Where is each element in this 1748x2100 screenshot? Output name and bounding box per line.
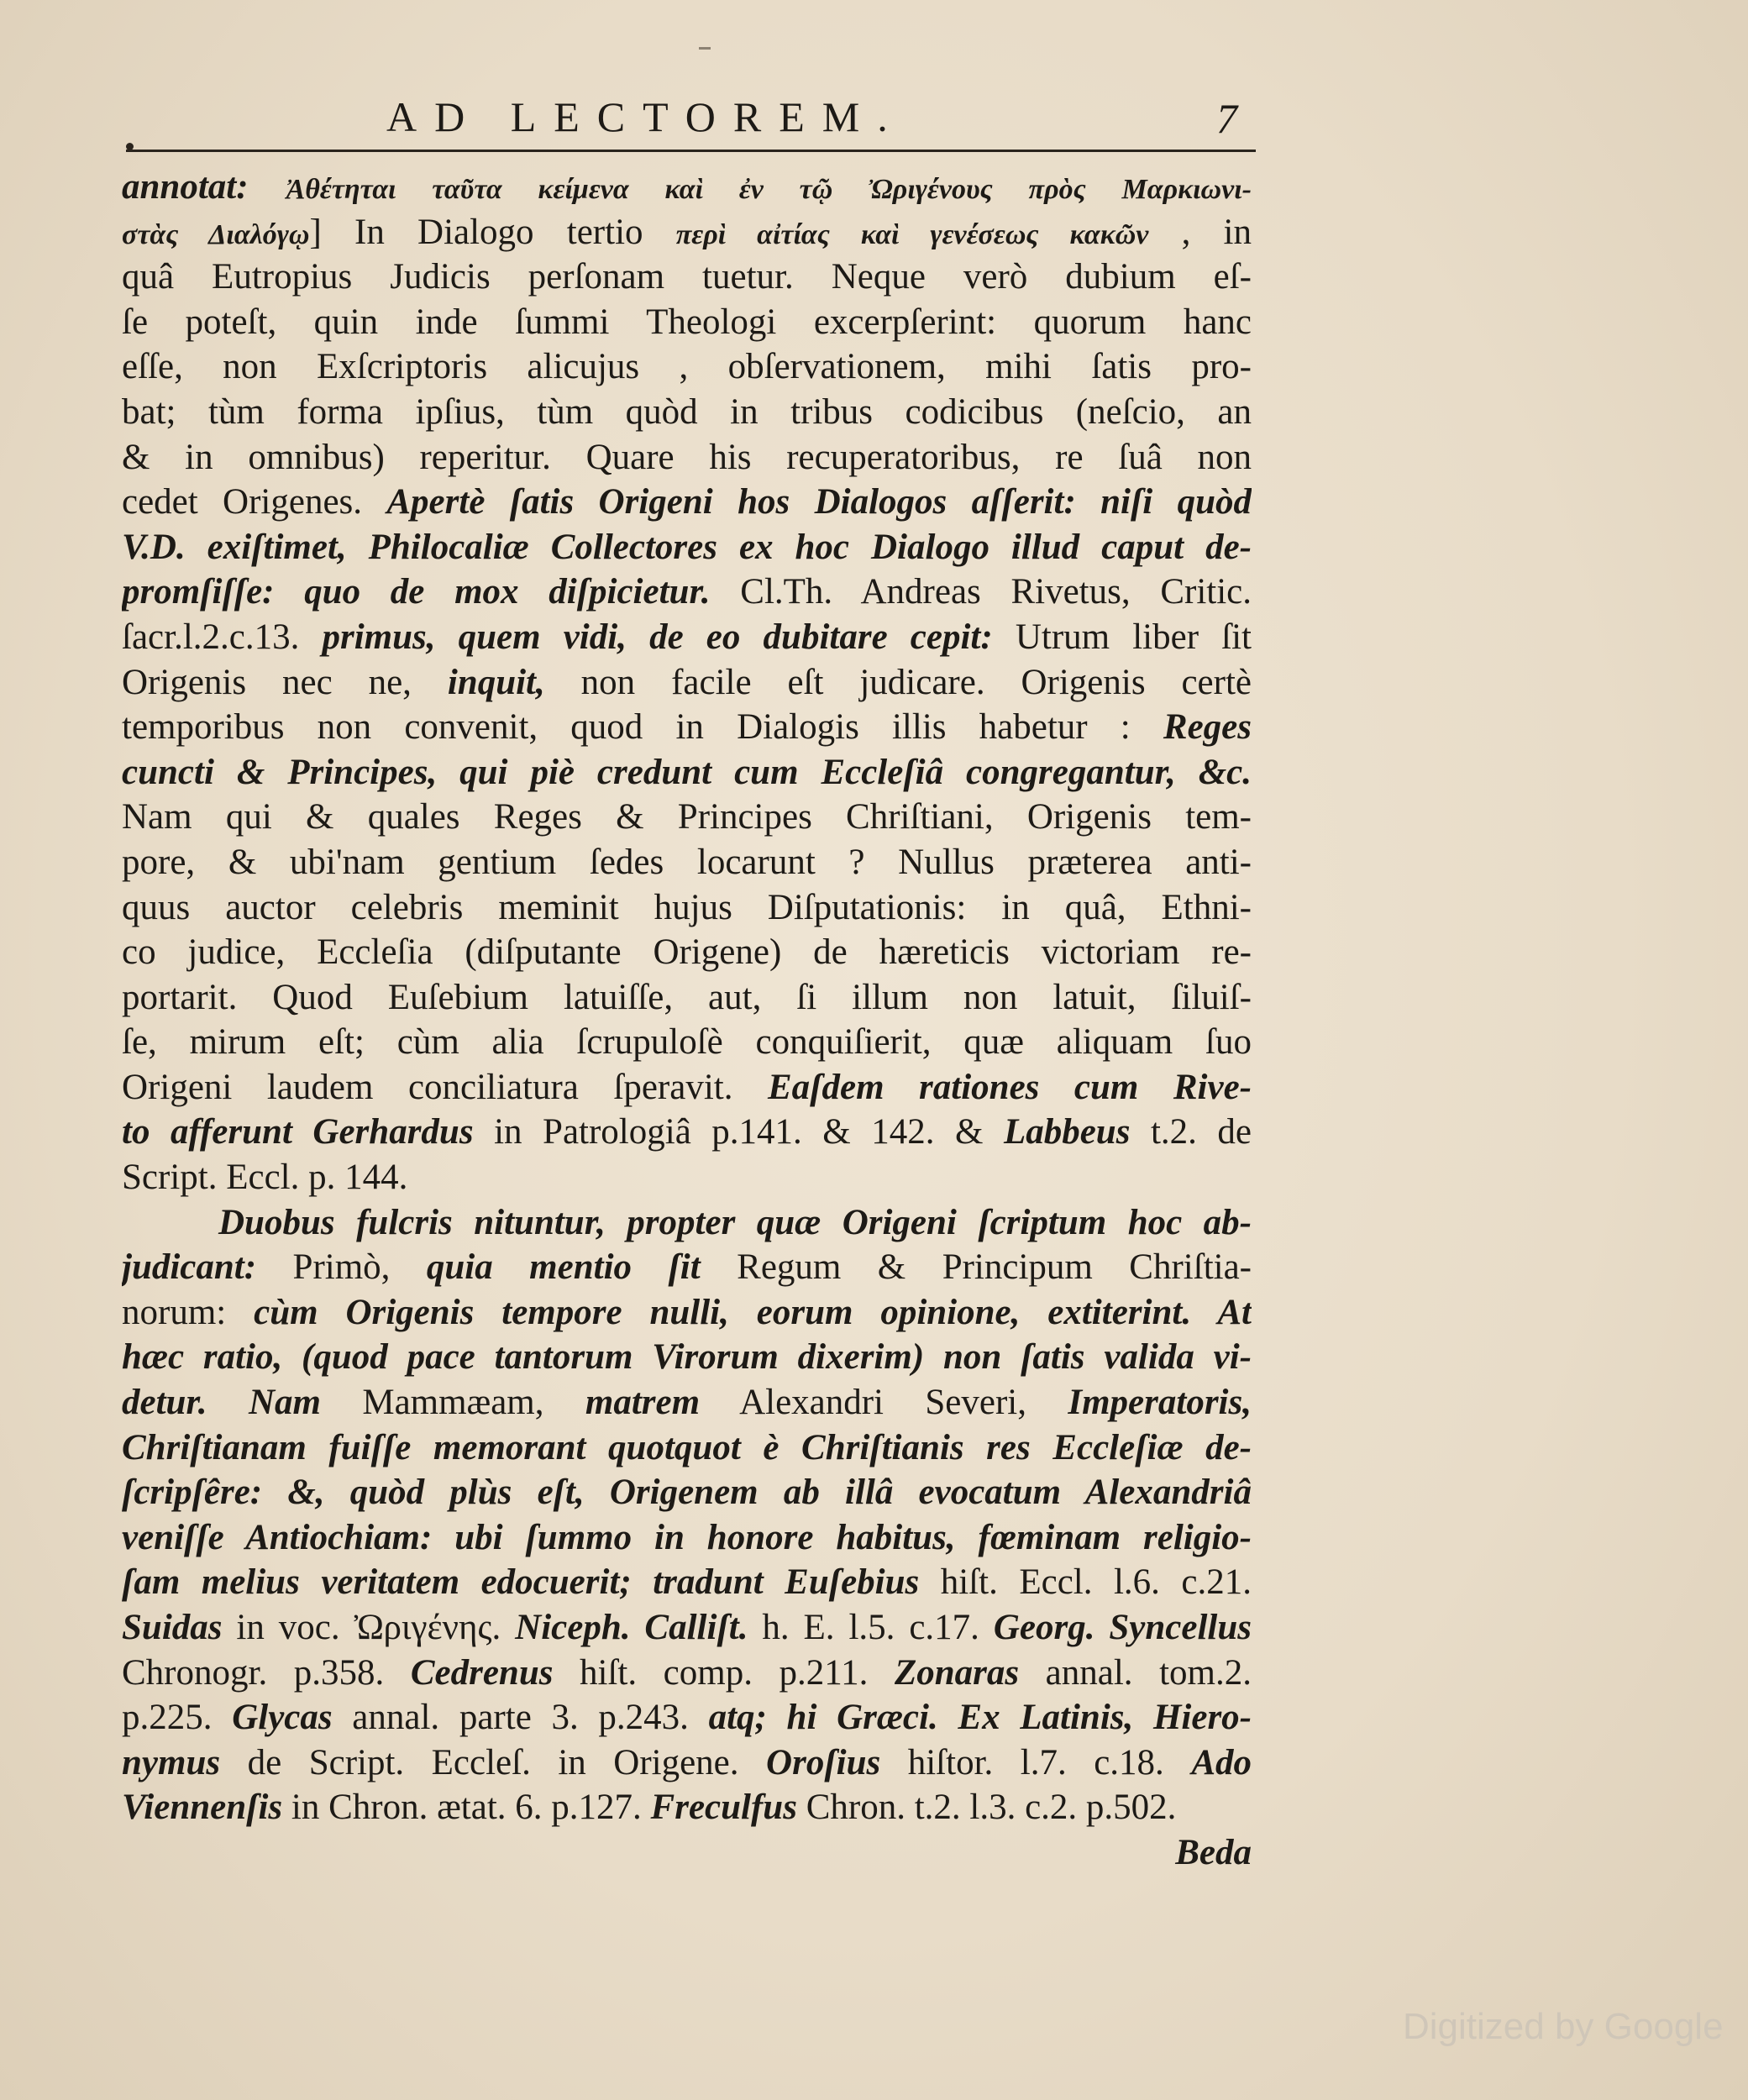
- italic-text: quia mentio ſit: [426, 1247, 701, 1288]
- roman-text: pore, & ubi'nam gentium ſedes locarunt ? Nullus præterea anti-: [122, 842, 1252, 882]
- italic-text: Ado: [1191, 1742, 1252, 1782]
- roman-text: Alexandri Severi,: [700, 1383, 1068, 1423]
- roman-text: ] In Dialogo tertio: [309, 212, 676, 252]
- roman-text: Nam qui & quales Reges & Principes Chriſtiani, Origenis tem-: [122, 797, 1252, 837]
- text-line: [122, 750, 1252, 795]
- text-line: [122, 1830, 1252, 1876]
- italic-text: promſiſſe: quo de mox diſpicietur.: [122, 572, 711, 612]
- roman-text: hiſt. Eccl. l.6. c.21.: [919, 1562, 1252, 1603]
- roman-text: & in omnibus) reperitur. Quare his recuperatoribus, re ſuâ non: [122, 437, 1252, 477]
- roman-text: hiſtor. l.7. c.18.: [880, 1742, 1192, 1782]
- italic-text: Reges: [1163, 707, 1252, 748]
- roman-text: in Chron. ætat. 6. p.127.: [282, 1788, 651, 1828]
- text-line: [122, 1200, 1252, 1246]
- text-line: [122, 480, 1252, 525]
- roman-text: de Script. Eccleſ. in Origene.: [220, 1742, 767, 1782]
- italic-text: Glycas: [232, 1698, 333, 1738]
- digitization-watermark: Digitized by Google: [1403, 2006, 1724, 2047]
- roman-text: Origenis nec ne,: [122, 662, 448, 702]
- italic-text: nymus: [122, 1742, 221, 1782]
- text-line: [122, 344, 1252, 390]
- roman-text: ſacr.l.2.c.13.: [122, 617, 323, 657]
- text-line: [122, 1651, 1252, 1696]
- text-line: [122, 885, 1252, 931]
- text-line: [122, 1785, 1252, 1830]
- text-line: [122, 840, 1252, 885]
- header-rule: [126, 150, 1256, 152]
- italic-text: primus, quem vidi, de eo dubitare cepit:: [322, 617, 993, 657]
- italic-text: annotat:: [122, 167, 286, 207]
- italic-text: Suidas: [122, 1608, 223, 1647]
- italic-text: Eaſdem rationes cum Rive-: [768, 1067, 1252, 1107]
- roman-text: non facile eſt judicare. Origenis certè: [544, 662, 1252, 702]
- text-line: [122, 1380, 1252, 1425]
- italic-text: Niceph. Calliſt.: [515, 1608, 748, 1647]
- roman-text: portarit. Quod Euſebium latuiſſe, aut, ſi illum non latuit, ſiluiſ-: [122, 977, 1252, 1017]
- italic-text: tradunt Euſebius: [653, 1562, 920, 1603]
- italic-text: Chriſtianam fuiſſe memorant quotquot è Chriſtianis res Eccleſiæ de-: [122, 1427, 1252, 1467]
- text-line: [122, 570, 1252, 615]
- text-line: [122, 1605, 1252, 1651]
- text-line: [122, 1470, 1252, 1515]
- text-line: [122, 1245, 1252, 1290]
- text-line: [122, 255, 1252, 300]
- roman-text: bat; tùm forma ipſius, tùm quòd in tribus codicibus (neſcio, an: [122, 391, 1252, 432]
- text-line: [122, 210, 1252, 255]
- italic-text: cùm Origenis tempore nulli, eorum opinione, extiterint. At: [254, 1292, 1252, 1332]
- roman-text: Script. Eccl. p. 144.: [122, 1158, 408, 1198]
- italic-text: Duobus fulcris nituntur, propter quæ Origeni ſcriptum hoc ab-: [218, 1202, 1252, 1242]
- italic-text: matrem: [585, 1383, 701, 1423]
- printer-mark: [699, 47, 711, 50]
- roman-text: Chronogr. p.358.: [122, 1652, 411, 1693]
- text-line: [122, 435, 1252, 480]
- text-line: [122, 1695, 1252, 1740]
- roman-text: in Patrologiâ p.141. & 142. &: [473, 1112, 1004, 1152]
- italic-text: Georg. Syncellus: [993, 1608, 1252, 1647]
- italic-text: Freculfus: [650, 1788, 797, 1828]
- roman-text: temporibus non convenit, quod in Dialogis illis habetur :: [122, 707, 1163, 748]
- italic-text: judicant:: [122, 1247, 257, 1288]
- text-line: [122, 1020, 1252, 1065]
- italic-text: Beda: [1175, 1832, 1252, 1872]
- running-header-title: AD LECTOREM.: [386, 93, 905, 140]
- roman-text: h. E. l.5. c.17.: [748, 1608, 994, 1647]
- roman-text: eſſe, non Exſcriptoris alicujus , obſervationem, mihi ſatis pro-: [122, 347, 1252, 387]
- italic-text: inquit,: [447, 662, 545, 702]
- italic-text: Apertè ſatis Origeni hos Dialogos aſſerit: niſi quòd: [386, 482, 1252, 522]
- roman-text: annal. parte 3. p.243.: [332, 1698, 709, 1738]
- roman-text: annal. tom.2.: [1019, 1652, 1252, 1693]
- text-line: [122, 1740, 1252, 1786]
- roman-text: quâ Eutropius Judicis perſonam tuetur. Neque verò dubium eſ-: [122, 257, 1252, 297]
- roman-text: Cl.Th. Andreas Rivetus, Critic.: [710, 572, 1252, 612]
- greek-text: περὶ αἰτίας καὶ γενέσεως κακῶν: [675, 218, 1149, 250]
- italic-text: Zonaras: [894, 1652, 1020, 1693]
- text-line: [122, 1155, 1252, 1200]
- greek-text: Ἀθέτηται ταῦτα κείμενα καὶ ἐν τῷ Ὠριγένους πρὸς Μαρκιωνι-: [286, 174, 1252, 205]
- text-line: [122, 660, 1252, 706]
- italic-text: veniſſe Antiochiam: ubi ſummo in honore habitus, fœminam religio-: [122, 1517, 1252, 1557]
- text-line: [122, 1335, 1252, 1380]
- italic-text: Cedrenus: [410, 1652, 554, 1693]
- roman-text: t.2. de: [1130, 1112, 1252, 1152]
- roman-text: hiſt. comp. p.211.: [553, 1652, 895, 1693]
- text-line: [122, 975, 1252, 1021]
- italic-text: to afferunt Gerhardus: [122, 1112, 474, 1152]
- italic-text: cuncti & Principes, qui piè credunt cum Eccleſiâ congregantur, &c.: [122, 752, 1252, 792]
- italic-text: V.D. exiſtimet, Philocaliæ Collectores ex hoc Dialogo illud caput de-: [122, 527, 1252, 567]
- text-line: [122, 1110, 1252, 1155]
- body-text: [122, 165, 1252, 1876]
- greek-text: στὰς Διαλόγῳ: [122, 218, 310, 250]
- roman-text: , in: [1148, 212, 1252, 252]
- roman-text: in voc. Ὠριγένης.: [222, 1608, 516, 1647]
- italic-text: Viennenſis: [122, 1788, 283, 1828]
- text-line: [122, 165, 1252, 210]
- roman-text: [632, 1562, 654, 1602]
- roman-text: norum:: [122, 1292, 255, 1332]
- italic-text: ſcripſêre: &, quòd plùs eſt, Origenem ab illâ evocatum Alexandriâ: [122, 1473, 1252, 1513]
- text-line: [122, 1515, 1252, 1561]
- text-line: [122, 390, 1252, 435]
- text-line: [122, 705, 1252, 750]
- roman-text: cedet Origenes.: [122, 482, 387, 522]
- italic-text: hæc ratio, (quod pace tantorum Virorum dixerim) non ſatis valida vi-: [122, 1337, 1252, 1378]
- italic-text: atq; hi Græci. Ex Latinis, Hiero-: [708, 1698, 1252, 1738]
- italic-text: Labbeus: [1003, 1112, 1131, 1152]
- roman-text: Primò,: [256, 1247, 427, 1288]
- roman-text: Chron. t.2. l.3. c.2. p.502.: [796, 1788, 1177, 1828]
- text-line: [122, 795, 1252, 840]
- roman-text: Utrum liber ſit: [992, 617, 1252, 657]
- roman-text: quus auctor celebris meminit hujus Diſputationis: in quâ, Ethni-: [122, 887, 1252, 927]
- italic-text: ſam melius veritatem edocuerit;: [122, 1562, 632, 1603]
- roman-text: ſe, mirum eſt; cùm alia ſcrupuloſè conquiſierit, quæ aliquam ſuo: [122, 1022, 1252, 1063]
- text-line: [122, 1290, 1252, 1336]
- roman-text: ſe poteſt, quin inde ſummi Theologi excerpſerint: quorum hanc: [122, 302, 1252, 342]
- text-line: [122, 1065, 1252, 1110]
- text-line: [122, 615, 1252, 660]
- roman-text: Regum & Principum Chriſtia-: [700, 1247, 1252, 1288]
- italic-text: Imperatoris,: [1068, 1383, 1252, 1423]
- italic-text: detur. Nam: [122, 1383, 321, 1423]
- roman-text: Origeni laudem conciliatura ſperavit.: [122, 1067, 768, 1107]
- text-line: [122, 1425, 1252, 1471]
- text-line: [122, 1560, 1252, 1605]
- text-line: [122, 525, 1252, 570]
- roman-text: co judice, Eccleſia (diſputante Origene) de hæreticis victoriam re-: [122, 932, 1252, 973]
- italic-text: Oroſius: [766, 1742, 881, 1782]
- roman-text: p.225.: [122, 1698, 233, 1738]
- text-line: [122, 300, 1252, 345]
- page-number: 7: [1216, 95, 1237, 142]
- roman-text: Mammæam,: [320, 1383, 585, 1423]
- text-line: [122, 930, 1252, 975]
